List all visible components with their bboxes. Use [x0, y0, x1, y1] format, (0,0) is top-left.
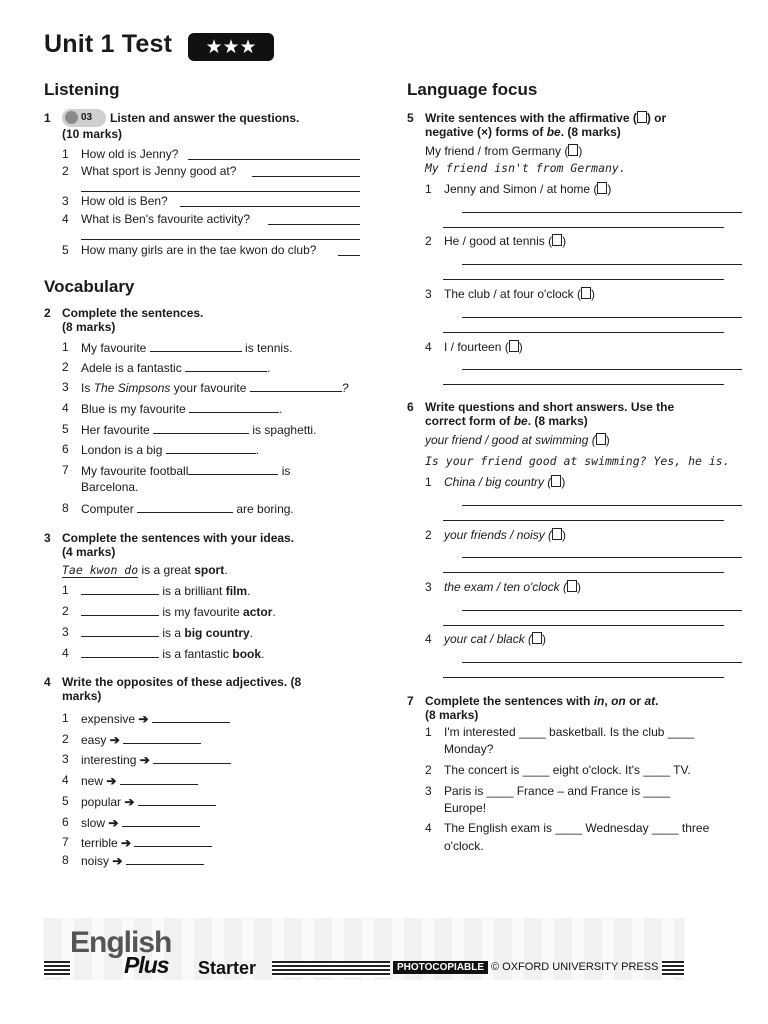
star-icons: ★★★ [205, 36, 257, 58]
example-answer: Is your friend good at swimming? Yes, he is. [425, 454, 730, 468]
arrow-icon: ➔ [106, 774, 117, 788]
checkbox-icon [509, 340, 519, 352]
question-6-header-line2: correct form of be. (8 marks) [425, 414, 588, 428]
checkbox-icon [597, 182, 607, 194]
answer-line[interactable] [180, 206, 360, 207]
blank[interactable] [166, 441, 256, 454]
answer-line[interactable] [443, 384, 724, 385]
listening-instruction: Listen and answer the questions. [110, 111, 300, 125]
answer-line[interactable] [443, 572, 724, 573]
blank[interactable] [150, 339, 242, 352]
checkbox-icon [568, 144, 578, 156]
checkbox-icon [551, 475, 561, 487]
blank[interactable] [138, 793, 216, 806]
checkbox-icon [552, 234, 562, 246]
blank[interactable] [81, 645, 159, 658]
answer-line[interactable] [462, 505, 742, 506]
arrow-icon: ➔ [108, 816, 119, 830]
blank[interactable] [189, 400, 279, 413]
blank[interactable] [81, 624, 159, 637]
answer-line[interactable] [81, 239, 360, 240]
list-item-continuation: Monday? [444, 742, 494, 756]
question-3-marks: (4 marks) [62, 545, 116, 559]
blank[interactable] [153, 751, 231, 764]
blank[interactable] [250, 379, 342, 392]
answer-line[interactable] [443, 677, 724, 678]
answer-line[interactable] [443, 520, 724, 521]
listening-marks: (10 marks) [62, 127, 123, 141]
difficulty-stars [188, 33, 274, 61]
blank[interactable] [126, 852, 204, 865]
checkbox-icon [567, 580, 577, 592]
brand-logo-plus: Plus [124, 952, 169, 978]
checkbox-icon [552, 528, 562, 540]
answer-line[interactable] [443, 332, 724, 333]
arrow-icon: ➔ [109, 733, 120, 747]
blank[interactable] [123, 731, 201, 744]
footer-stripes [44, 961, 70, 977]
question-number: 1 [44, 111, 51, 125]
answer-line[interactable] [462, 610, 742, 611]
cross-icon: × [481, 125, 489, 139]
blank[interactable] [137, 500, 233, 513]
checkbox-icon [637, 111, 647, 123]
blank[interactable] [81, 582, 159, 595]
answer-line[interactable] [462, 662, 742, 663]
answer-line[interactable] [252, 176, 360, 177]
answer-line[interactable] [338, 255, 360, 256]
answer-line[interactable] [462, 557, 742, 558]
question-4-marks: marks) [62, 689, 102, 703]
footer-stripes [272, 961, 390, 977]
brand-logo-english: English [70, 926, 172, 959]
answer-line[interactable] [462, 369, 742, 370]
photocopiable-badge: PHOTOCOPIABLE [393, 961, 488, 974]
cd-track-number: 03 [81, 112, 93, 123]
blank[interactable] [188, 462, 278, 475]
blank[interactable] [152, 710, 230, 723]
example-answer: My friend isn't from Germany. [425, 161, 626, 175]
answer-line[interactable] [462, 317, 742, 318]
checkbox-icon [581, 287, 591, 299]
answer-line[interactable] [443, 279, 724, 280]
example-prompt: My friend / from Germany ( ) [425, 144, 583, 158]
answer-line[interactable] [268, 224, 360, 225]
list-item-continuation: Europe! [444, 801, 487, 815]
arrow-icon: ➔ [121, 836, 132, 850]
blank[interactable] [122, 814, 200, 827]
listening-heading: Listening [44, 80, 120, 99]
answer-line[interactable] [462, 264, 742, 265]
answer-line[interactable] [462, 212, 742, 213]
checkbox-icon [532, 632, 542, 644]
page-title: Unit 1 Test [44, 30, 173, 58]
answer-line[interactable] [81, 191, 360, 192]
blank[interactable] [185, 359, 267, 372]
blank[interactable] [134, 834, 212, 847]
brand-logo-starter: Starter [198, 958, 257, 978]
footer-stripes [662, 961, 684, 977]
arrow-icon: ➔ [124, 795, 135, 809]
example-sentence: Tae kwon do is a great sport. [62, 563, 228, 577]
cd-track-badge [62, 109, 106, 127]
example-prompt: your friend / good at swimming ( ) [425, 433, 610, 447]
blank[interactable] [153, 421, 249, 434]
arrow-icon: ➔ [139, 753, 150, 767]
answer-line[interactable] [188, 159, 360, 160]
publisher-credit: © OXFORD UNIVERSITY PRESS [491, 961, 659, 973]
question-5-header-line2: negative (×) forms of be. (8 marks) [425, 125, 621, 139]
list-item-continuation: Barcelona. [81, 480, 139, 494]
checkbox-icon [596, 433, 606, 445]
arrow-icon: ➔ [138, 712, 149, 726]
blank[interactable] [81, 603, 159, 616]
arrow-icon: ➔ [112, 854, 123, 868]
question-2-marks: (8 marks) [62, 320, 116, 334]
answer-line[interactable] [443, 625, 724, 626]
question-7-marks: (8 marks) [425, 708, 479, 722]
cd-icon [65, 111, 78, 124]
blank[interactable] [120, 772, 198, 785]
language-focus-heading: Language focus [407, 80, 538, 99]
vocabulary-heading: Vocabulary [44, 277, 135, 296]
answer-line[interactable] [443, 227, 724, 228]
list-item-continuation: o'clock. [444, 839, 484, 853]
